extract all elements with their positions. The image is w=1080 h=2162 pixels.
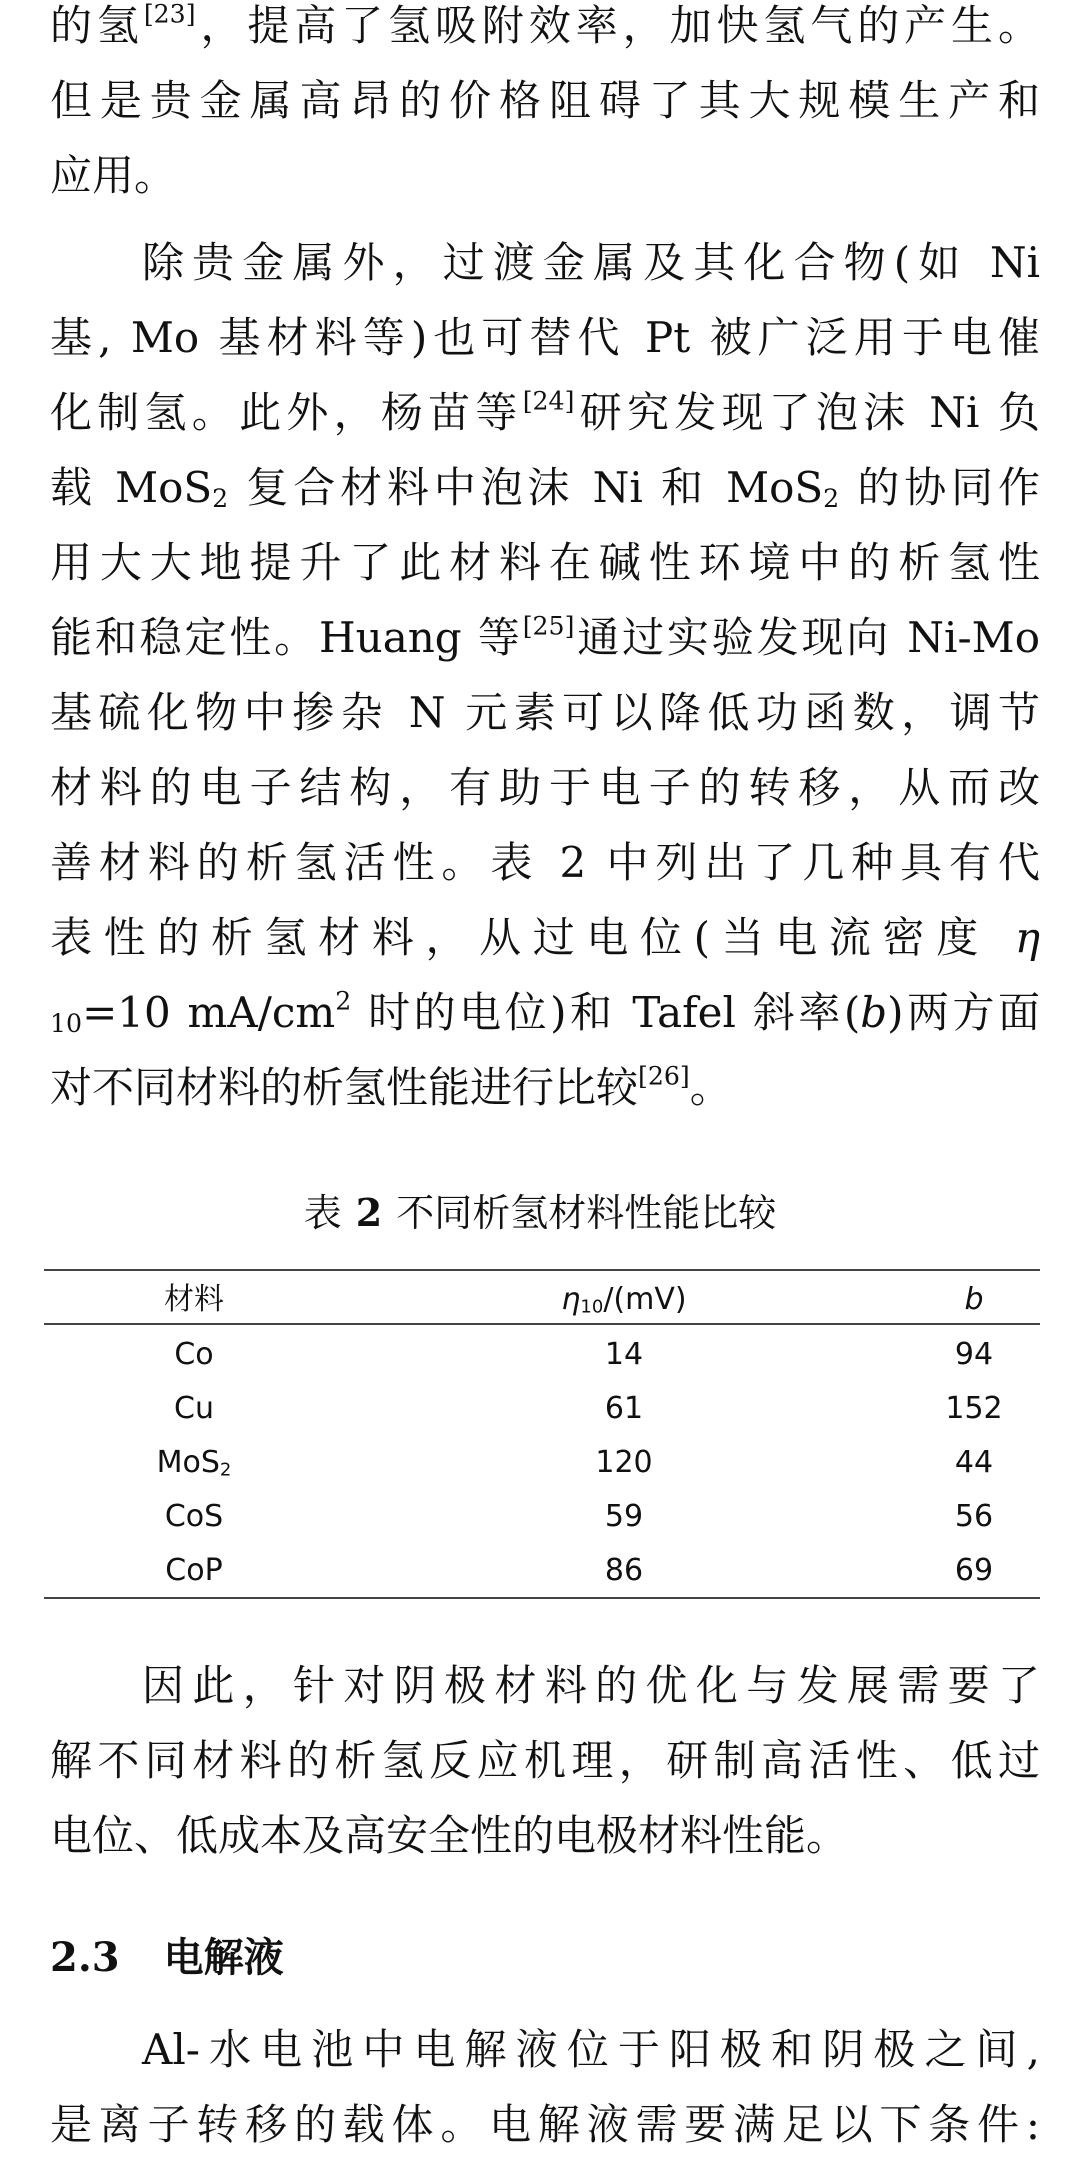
cell-b: 56: [954, 1499, 994, 1534]
paragraph-line: Al-水电池中电解液位于阳极和阴极之间,: [142, 2025, 1040, 2074]
cell-b: 69: [954, 1553, 994, 1588]
section-heading: 2.3 电解液: [50, 1934, 284, 1981]
header-eta: $\eta_{10}/(mV)$: [561, 1282, 687, 1318]
header-material: 材料: [164, 1282, 224, 1317]
paragraph-line: 表性的析氢材料，从过电位(当电流密度 η: [50, 913, 1040, 962]
cell-b: 94: [954, 1337, 994, 1372]
paragraph-line: 但是贵金属高昂的价格阻碍了其大规模生产和: [50, 76, 1040, 125]
cell-eta: 14: [604, 1337, 644, 1372]
paragraph-line: 的氢[23]，提高了氢吸附效率，加快氢气的产生。: [50, 0, 1040, 50]
paragraph-4: [50, 2012, 1040, 2162]
cell-material: CoS: [164, 1499, 224, 1534]
paragraph-line: 基, Mo 基材料等)也可替代 Pt 被广泛用于电催: [50, 313, 1040, 362]
table-row: [44, 1436, 1040, 1490]
paragraph-line: 对不同材料的析氢性能进行比较[26]。: [50, 1061, 732, 1112]
cell-material: Cu: [174, 1391, 214, 1426]
cell-material: MoS$_2$: [156, 1445, 232, 1481]
cell-eta: 86: [604, 1553, 644, 1588]
paragraph-line: 用大大地提升了此材料在碱性环境中的析氢性: [50, 538, 1040, 587]
table-top-rule: [44, 1269, 1040, 1271]
table-caption: 表 2 不同析氢材料性能比较: [303, 1190, 777, 1235]
table-header-row: [44, 1273, 1040, 1327]
paragraph-line: 能和稳定性。Huang 等[25]通过实验发现向 Ni-Mo: [50, 611, 1040, 662]
table-row: [44, 1382, 1040, 1436]
table-row: [44, 1490, 1040, 1544]
paragraph-line: 材料的电子结构，有助于电子的转移，从而改: [50, 763, 1040, 812]
cell-eta: 61: [604, 1391, 644, 1426]
paragraph-1: [50, 0, 1040, 213]
header-b: b: [964, 1282, 984, 1317]
cell-b: 152: [945, 1391, 1003, 1426]
cell-eta: 120: [595, 1445, 653, 1480]
paragraph-line: 善材料的析氢活性。表 2 中列出了几种具有代: [50, 838, 1040, 887]
cell-b: 44: [954, 1445, 994, 1480]
paragraph-line: 解不同材料的析氢反应机理，研制高活性、低过: [50, 1736, 1040, 1785]
cell-material: Co: [174, 1337, 214, 1372]
paragraph-line: 应用。: [50, 151, 177, 200]
paragraph-2: [50, 225, 1040, 1125]
citation: [26]: [638, 1061, 690, 1091]
table-row: [44, 1544, 1040, 1598]
paragraph-line: 载 MoS$_2$ 复合材料中泡沫 Ni 和 MoS$_2$ 的协同作: [50, 463, 1040, 514]
paragraph-line: 化制氢。此外，杨苗等[24]研究发现了泡沫 Ni 负: [50, 386, 1040, 437]
cell-eta: 59: [604, 1499, 644, 1534]
cell-material: CoP: [165, 1553, 223, 1588]
paragraph-line: 因此，针对阴极材料的优化与发展需要了: [142, 1661, 1040, 1710]
paragraph-line: 电位、低成本及高安全性的电极材料性能。: [50, 1811, 849, 1860]
paragraph-3: [50, 1648, 1040, 1873]
citation: [23]: [143, 0, 196, 29]
paragraph-line: 是离子转移的载体。电解液需要满足以下条件:: [50, 2100, 1040, 2149]
paragraph-line: 基硫化物中掺杂 N 元素可以降低功函数，调节: [50, 688, 1040, 737]
paragraph-line: $_{10}$=10 $mA/cm^2$ 时的电位)和 Tafel 斜率(b)两方面: [50, 986, 1040, 1039]
paragraph-line: 除贵金属外，过渡金属及其化合物(如 Ni: [142, 238, 1040, 287]
citation: [25]: [522, 611, 575, 641]
citation: [24]: [522, 386, 575, 416]
table-row: [44, 1328, 1040, 1382]
